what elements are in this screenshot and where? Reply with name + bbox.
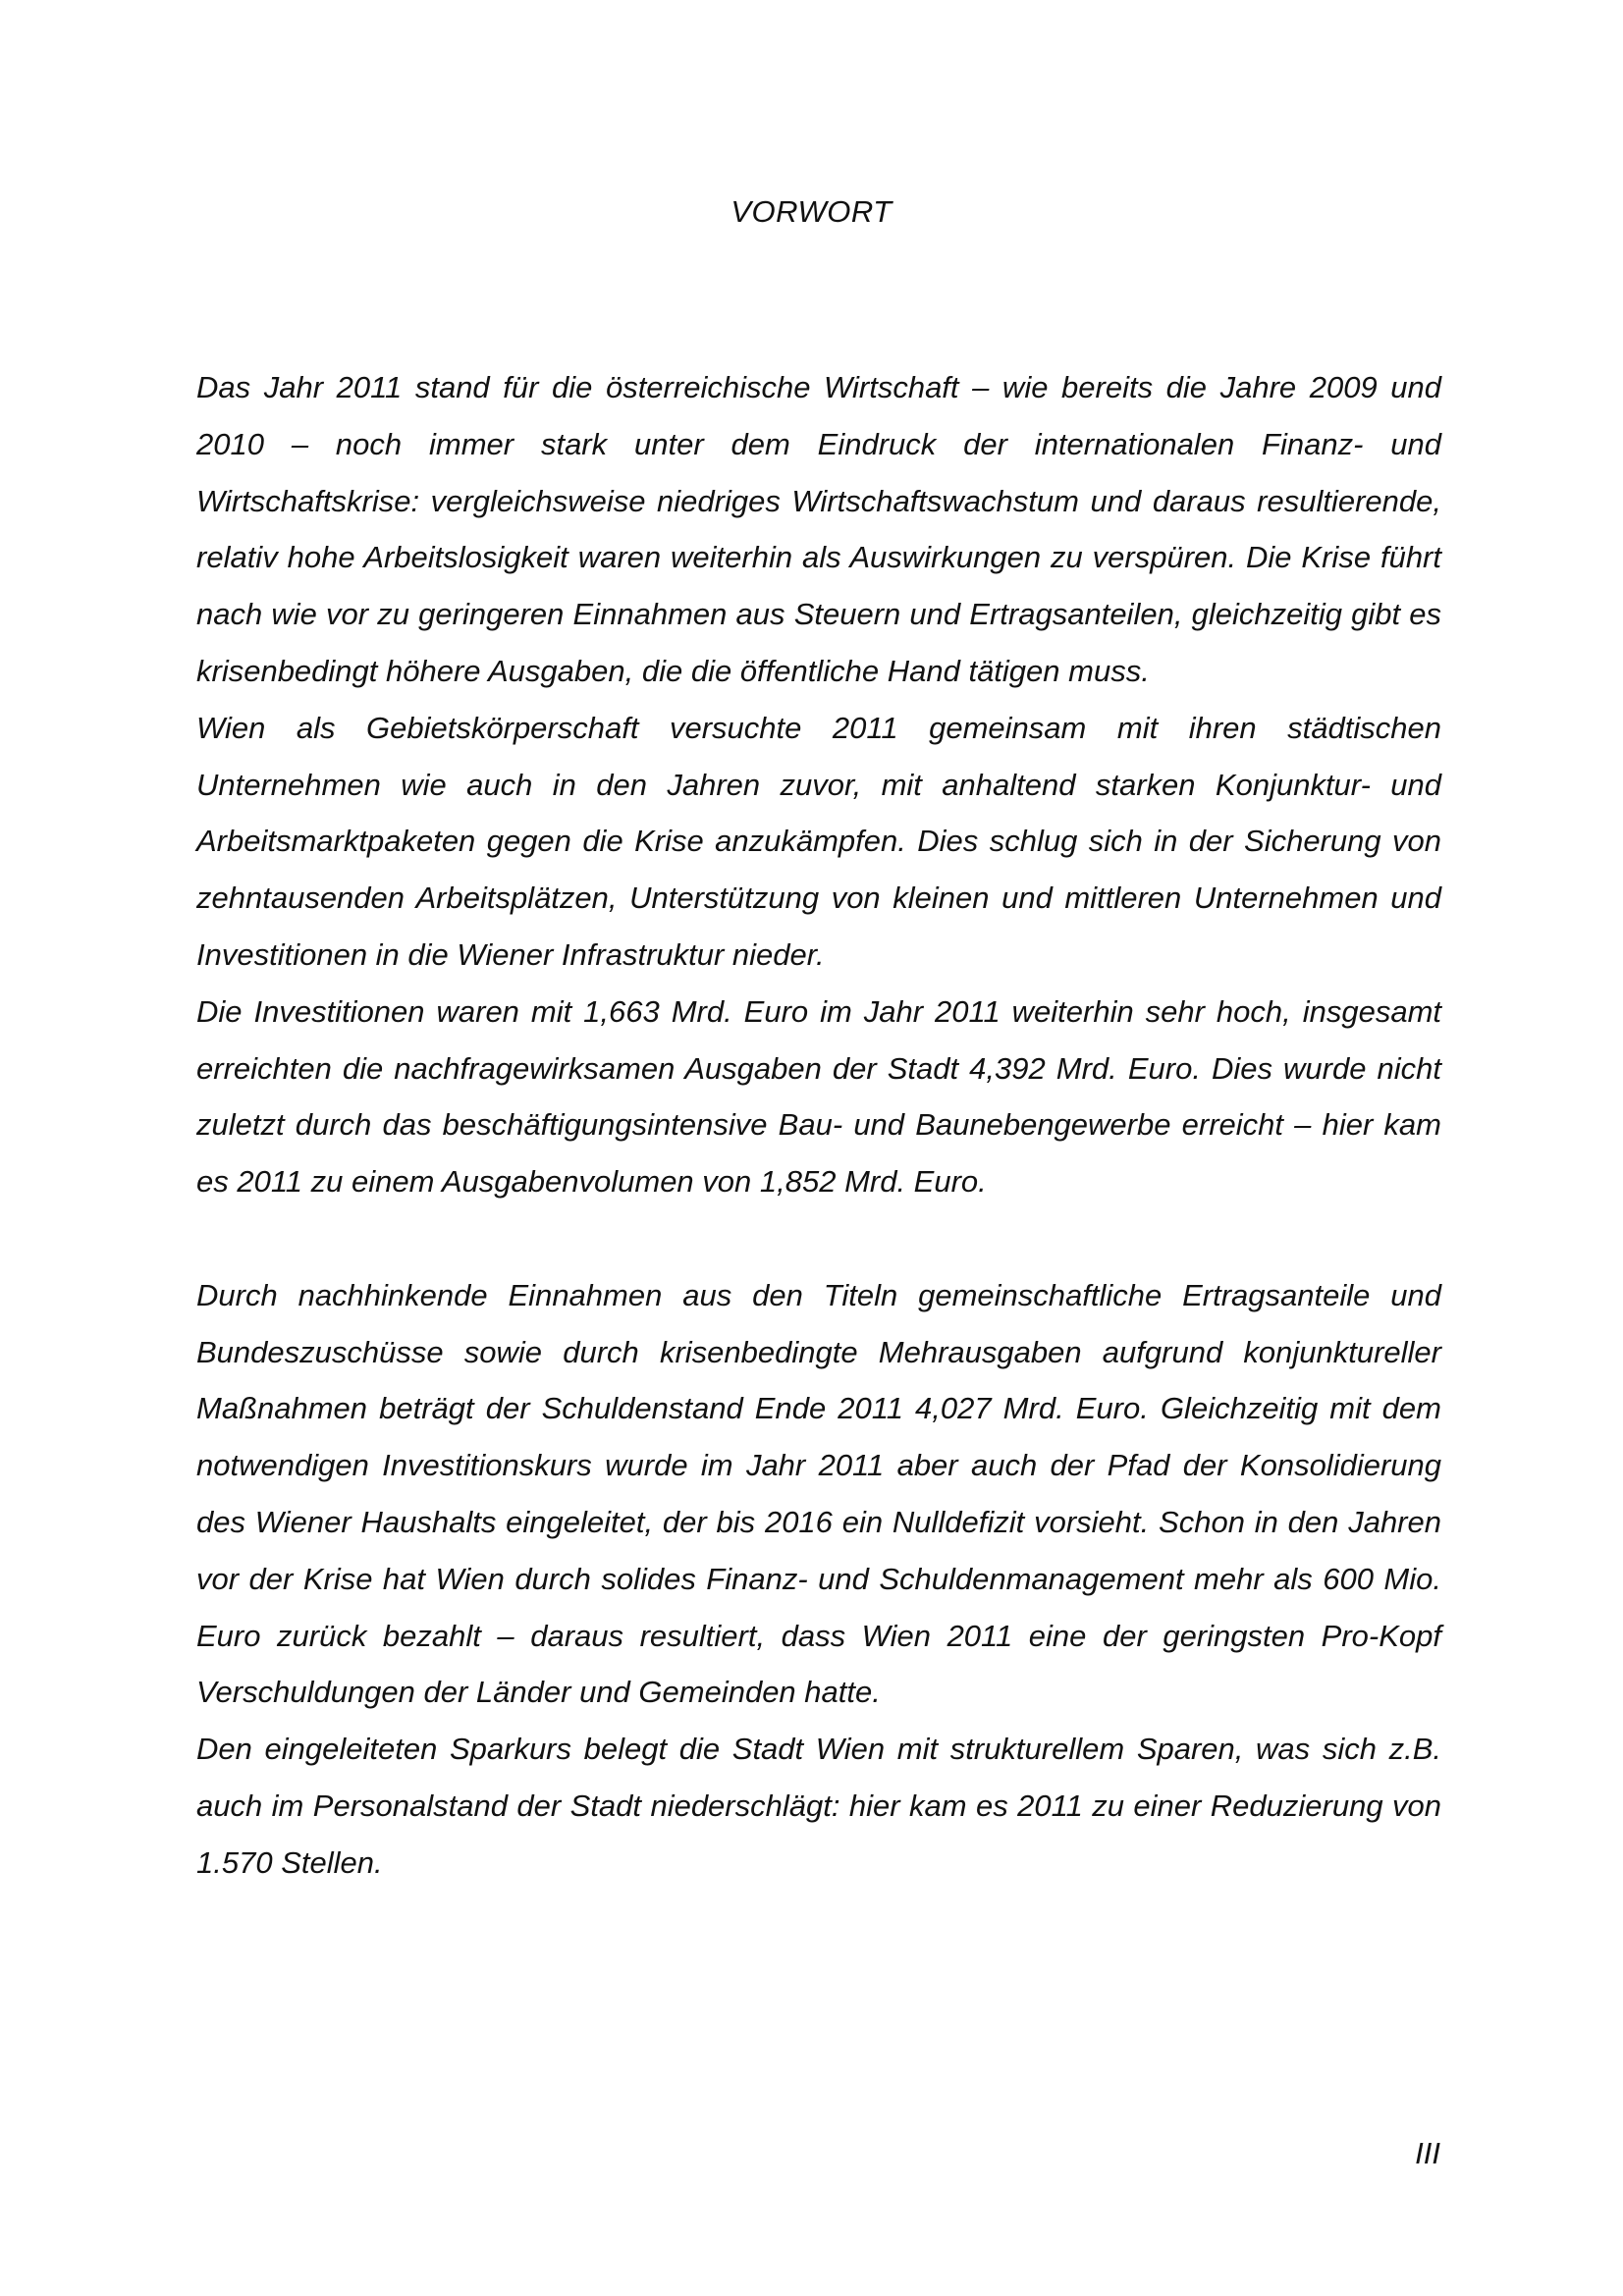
paragraph-5: Den eingeleiteten Sparkurs belegt die Stadt Wien mit strukturellem Sparen, was sich z.B. auch im Personalstand der Stadt niederschlägt: hier kam es 2011 zu einer Reduzierung von 1.570 Stellen. — [196, 1732, 1441, 1880]
page-number: III — [1415, 2136, 1440, 2170]
page-title: VORWORT — [730, 194, 893, 229]
paragraph-2: Wien als Gebietskörperschaft versuchte 2011 gemeinsam mit ihren städtischen Unternehmen wie auch in den Jahren zuvor, mit anhaltend starken Konjunktur- und Arbeitsmarktpaketen gegen die Krise anzukämpfen. Dies schlug sich in der Sicherung von zehntausenden Arbeitsplätzen, Unterstützung von kleinen und mittleren Unternehmen und Investitionen in die Wiener Infrastruktur nieder. — [196, 710, 1441, 972]
body-text — [196, 359, 1441, 1892]
paragraph-3: Die Investitionen waren mit 1,663 Mrd. Euro im Jahr 2011 weiterhin sehr hoch, insgesamt erreichten die nachfragewirksamen Ausgaben der Stadt 4,392 Mrd. Euro. Dies wurde nicht zuletzt durch das beschäftigungsintensive Bau- und Baunebengewerbe erreicht – hier kam es 2011 zu einem Ausgabenvolumen von 1,852 Mrd. Euro. — [196, 993, 1441, 1200]
paragraph-4: Durch nachhinkende Einnahmen aus den Titeln gemeinschaftliche Ertragsanteile und Bundeszuschüsse sowie durch krisenbedingte Mehrausgaben aufgrund konjunktureller Maßnahmen beträgt der Schuldenstand Ende 2011 4,027 Mrd. Euro. Gleichzeitig mit dem notwendigen Investitionskurs wurde im Jahr 2011 aber auch der Pfad der Konsolidierung des Wiener Haushalts eingeleitet, der bis 2016 ein Nulldefizit vorsieht. Schon in den Jahren vor der Krise hat Wien durch solides Finanz- und Schuldenmanagement mehr als 600 Mio. Euro zurück bezahlt – daraus resultiert, dass Wien 2011 eine der geringsten Pro-Kopf Verschuldungen der Länder und Gemeinden hatte. — [196, 1277, 1441, 1710]
paragraph-1: Das Jahr 2011 stand für die österreichische Wirtschaft – wie bereits die Jahre 2009 und 2010 – noch immer stark unter dem Eindruck der internationalen Finanz- und Wirtschaftskrise: vergleichsweise niedriges Wirtschaftswachstum und daraus resultierende, relativ hohe Arbeitslosigkeit waren weiterhin als Auswirkungen zu verspüren. Die Krise führt nach wie vor zu geringeren Einnahmen aus Steuern und Ertragsanteilen, gleichzeitig gibt es krisenbedingt höhere Ausgaben, die die öffentliche Hand tätigen muss. — [196, 370, 1441, 688]
